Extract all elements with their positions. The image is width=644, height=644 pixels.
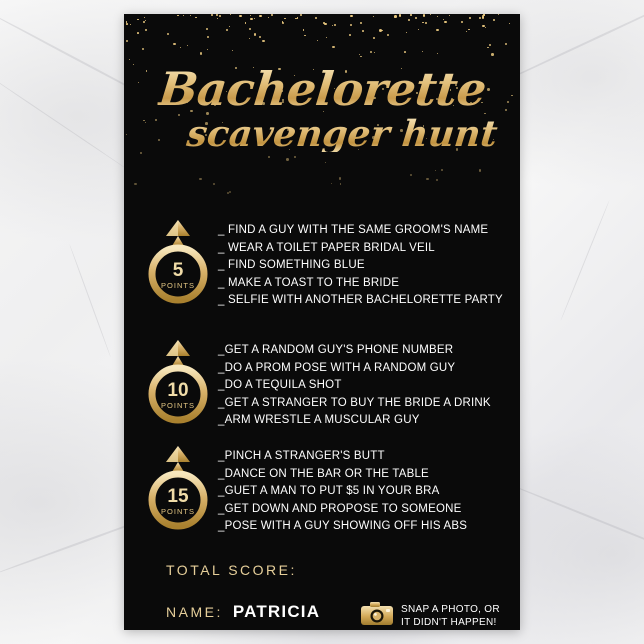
task-item[interactable]: _ FIND A GUY WITH THE SAME GROOM'S NAME [218,224,489,236]
points-label: POINTS [161,507,195,516]
confetti-dot [216,14,218,16]
points-section [146,442,502,536]
confetti-dot [360,56,362,58]
points-section [146,336,502,430]
confetti-dot [140,152,142,154]
confetti-dot [339,177,342,180]
confetti-dot [259,15,262,18]
task-item[interactable]: _DO A TEQUILA SHOT [218,379,342,391]
confetti-dot [380,30,381,31]
confetti-dot [180,47,182,49]
task-item[interactable]: _GET A STRANGER TO BUY THE BRIDE A DRINK [218,396,491,409]
total-score-label: TOTAL SCORE: [166,562,297,578]
photo-note-text [401,603,500,629]
task-item[interactable]: _GET DOWN AND PROPOSE TO SOMEONE [218,502,462,515]
confetti-dot [437,16,438,17]
confetti-dot [334,24,336,26]
confetti-dot [249,38,250,39]
confetti-dot [425,22,427,24]
confetti-dot [303,29,304,30]
confetti-dot [173,43,175,45]
confetti-dot [284,18,285,19]
confetti-dot [326,37,328,39]
page-title: Bachelorette [155,62,489,116]
marble-vein [0,73,126,169]
confetti-dot [406,32,407,33]
confetti-dot [505,43,507,45]
confetti-dot [437,53,438,54]
confetti-dot [226,29,228,31]
name-row [166,602,320,622]
confetti-dot [449,15,450,16]
confetti-dot [286,158,289,161]
confetti-dot [183,15,184,16]
diamond-ring-icon [146,442,210,534]
marble-vein [560,200,610,321]
confetti-dot [144,17,145,18]
task-item[interactable]: _POSE WITH A GUY SHOWING OFF HIS ABS [218,520,468,532]
task-list [210,216,503,310]
confetti-dot [126,21,127,22]
confetti-dot [426,178,428,180]
confetti-dot [207,36,209,38]
confetti-dot [370,51,373,54]
confetti-dot [461,21,463,23]
confetti-dot [206,28,208,30]
confetti-dot [130,24,131,25]
confetti-dot [129,59,130,60]
confetti-dot [360,22,362,24]
task-list [210,442,502,536]
confetti-dot [271,14,273,16]
confetti-dot [126,23,128,25]
flyer-card [124,14,520,630]
confetti-dot [350,15,353,18]
confetti-dot [422,22,424,24]
confetti-dot [373,37,375,39]
page-subtitle: scavenger hunt [145,116,499,152]
points-value: 10 [167,380,189,401]
confetti-dot [332,46,334,48]
name-value[interactable]: PATRICIA [232,602,321,621]
confetti-dot [213,183,215,185]
confetti-dot [300,14,302,16]
task-item[interactable]: _GUET A MAN TO PUT $5 IN YOUR BRA [218,485,440,497]
confetti-dot [468,29,470,31]
task-item[interactable]: _PINCH A STRANGER'S BUTT [218,450,385,462]
confetti-dot [262,40,264,42]
points-value: 5 [172,260,184,281]
confetti-dot [268,17,269,18]
confetti-dot [145,29,148,32]
camera-icon [360,600,394,630]
confetti-dot [479,169,481,171]
marble-vein [69,244,111,357]
confetti-dot [177,15,179,17]
confetti-dot [167,33,169,35]
confetti-dot [482,16,484,18]
confetti-dot [324,23,326,25]
confetti-dot [227,192,229,194]
task-item[interactable]: _ SELFIE WITH ANOTHER BACHELORETTE PARTY [218,294,503,306]
photo-note [360,600,500,630]
confetti-dot [509,23,511,25]
confetti-dot [217,18,218,19]
confetti-dot [387,34,390,37]
confetti-dot [250,15,251,16]
confetti-dot [199,178,202,181]
confetti-dot [245,22,246,23]
confetti-dot [317,40,318,41]
confetti-dot [282,22,285,25]
confetti-dot [487,47,489,49]
confetti-dot [436,179,439,182]
confetti-dot [304,35,306,37]
confetti-dot [134,183,137,186]
confetti-dot [239,15,242,18]
confetti-dot [410,174,412,176]
confetti-dot [422,51,423,52]
diamond-ring-icon [146,216,210,308]
confetti-dot [489,44,491,46]
task-list [210,336,502,430]
confetti-dot [410,14,412,16]
confetti-dot [359,54,360,55]
confetti-dot [195,17,197,19]
confetti-dot [126,40,128,42]
confetti-dot [254,33,257,36]
confetti-dot [137,32,139,34]
task-item[interactable]: _GET A RANDOM GUY'S PHONE NUMBER [218,344,454,356]
confetti-dot [362,30,364,32]
confetti-dot [325,162,326,163]
task-item[interactable]: _DO A PROM POSE WITH A RANDOM GUY [218,361,456,374]
task-item[interactable]: _ WEAR A TOILET PAPER BRIDAL VEIL [218,241,435,254]
confetti-dot [232,50,234,52]
confetti-dot [187,45,188,46]
title-block [124,62,520,155]
confetti-dot [349,34,351,36]
confetti-dot [394,16,396,18]
confetti-dot [373,16,374,17]
confetti-dot [444,21,446,23]
confetti-dot [268,156,270,158]
task-item[interactable]: _ MAKE A TOAST TO THE BRIDE [218,276,400,289]
confetti-dot [498,14,499,15]
confetti-dot [137,19,139,21]
confetti-dot [259,36,261,38]
photo-note-line2: IT DIDN'T HAPPEN! [401,617,497,628]
confetti-dot [219,15,221,17]
confetti-dot [430,14,431,15]
confetti-dot [294,156,296,158]
confetti-dot [491,53,494,56]
task-item[interactable]: _ARM WRESTLE A MUSCULAR GUY [218,414,420,426]
confetti-dot [200,52,202,54]
confetti-dot [315,17,317,19]
confetti-dot [297,17,299,19]
photo-note-line1: SNAP A PHOTO, OR [401,604,500,615]
confetti-dot [441,169,443,171]
points-section [146,216,502,310]
confetti-dot [295,18,297,20]
confetti-dot [485,27,486,28]
confetti-dot [211,14,213,16]
confetti-dot [423,14,426,17]
confetti-dot [418,29,419,30]
confetti-dot [190,15,192,17]
marble-vein [507,483,644,560]
confetti-dot [254,18,255,19]
points-label: POINTS [161,401,195,410]
task-item[interactable]: _ FIND SOMETHING BLUE [218,259,365,271]
confetti-dot [142,48,144,50]
confetti-dot [249,28,251,30]
confetti-dot [340,183,342,185]
confetti-dot [207,49,208,50]
diamond-ring-icon [146,336,210,428]
confetti-dot [415,17,417,19]
confetti-dot [374,52,375,53]
confetti-dot [483,14,485,16]
confetti-dot [493,19,495,21]
confetti-dot [399,14,402,17]
task-item[interactable]: _DANCE ON THE BAR OR THE TABLE [218,467,429,480]
confetti-dot [229,26,230,27]
confetti-dot [404,51,406,53]
confetti-dot [133,64,134,65]
points-label: POINTS [161,281,195,290]
confetti-dot [350,24,352,26]
confetti-dot [408,19,410,21]
confetti-dot [229,191,231,193]
confetti-dot [331,183,332,184]
name-label: NAME: [166,604,223,620]
confetti-dot [443,19,444,20]
confetti-dot [230,14,231,15]
confetti-dot [469,17,472,20]
confetti-dot [466,31,467,32]
confetti-dot [436,29,439,32]
points-value: 15 [167,486,189,507]
confetti-dot [250,18,253,21]
confetti-dot [435,170,437,172]
